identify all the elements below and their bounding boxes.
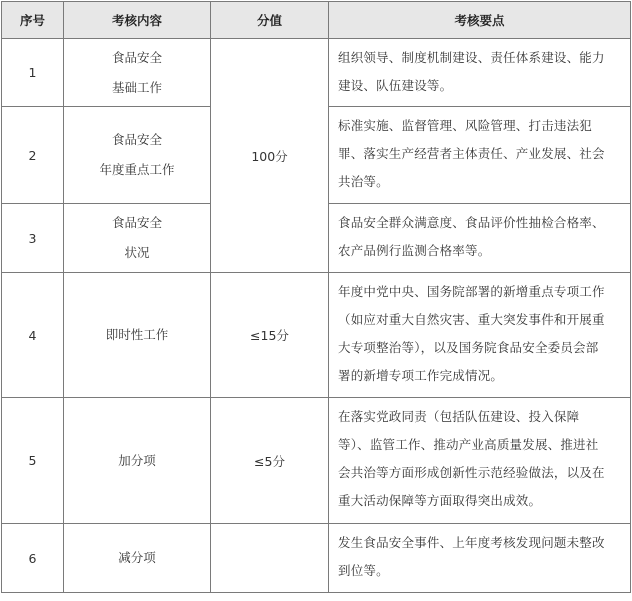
row-score: ≤15分: [211, 273, 329, 398]
row-points: [329, 204, 631, 273]
points-line: 等）、监管工作、推动产业高质量发展、推进社: [338, 437, 599, 452]
row-index: 3: [2, 204, 64, 273]
row-content: [64, 204, 211, 273]
table-row: [2, 39, 631, 107]
content-line: 基础工作: [111, 79, 162, 95]
row-points: [329, 107, 631, 204]
points-line: 标准实施、监督管理、风险管理、打击违法犯: [338, 118, 593, 133]
row-score-empty: [211, 524, 329, 593]
points-line: 食品安全群众满意度、食品评价性抽检合格率、: [338, 215, 605, 230]
table-header-row: [2, 2, 631, 39]
assessment-table: [1, 1, 631, 593]
points-line: 到位等。: [338, 563, 389, 578]
content-line: 食品安全: [111, 132, 162, 147]
row-score: ≤5分: [211, 398, 329, 524]
row-content: [64, 398, 211, 524]
points-line: 年度中党中央、国务院部署的新增重点专项工作: [338, 284, 605, 299]
row-content: [64, 39, 211, 107]
row-index: 5: [2, 398, 64, 524]
points-line: 在落实党政同责（包括队伍建设、投入保障: [338, 409, 580, 424]
row-content: [64, 107, 211, 204]
content-line: 食品安全: [111, 215, 162, 230]
points-line: 大专项整治等），以及国务院食品安全委员会部: [338, 340, 599, 355]
row-points: [329, 39, 631, 107]
points-line: 农产品例行监测合格率等。: [338, 243, 491, 258]
points-line: 共治等。: [338, 174, 389, 189]
row-index: 4: [2, 273, 64, 398]
points-line: 发生食品安全事件、上年度考核发现问题未整改: [338, 535, 605, 550]
content-line: 食品安全: [111, 49, 162, 65]
merged-score-cell: 100分: [211, 39, 329, 273]
content-line: 年度重点工作: [99, 162, 175, 177]
points-line: 罪、落实生产经营者主体责任、产业发展、社会: [338, 146, 605, 161]
table-row: [2, 398, 631, 524]
header-index: 序号: [2, 2, 64, 39]
content-line: 加分项: [118, 452, 156, 468]
table-row: [2, 524, 631, 593]
content-line: 即时性工作: [105, 327, 169, 342]
row-points: [329, 273, 631, 398]
row-index: 1: [2, 39, 64, 107]
row-points: [329, 524, 631, 593]
points-line: 组织领导、制度机制建设、责任体系建设、能力: [338, 50, 605, 65]
header-points: 考核要点: [329, 2, 631, 39]
header-score: 分值: [211, 2, 329, 39]
points-line: 重大活动保障等方面取得突出成效。: [338, 493, 542, 508]
table-row: [2, 273, 631, 398]
points-line: 署的新增专项工作完成情况。: [338, 368, 504, 383]
points-line: 会共治等方面形成创新性示范经验做法，以及在: [338, 465, 605, 480]
points-line: 建设、队伍建设等。: [338, 78, 453, 93]
content-line: 状况: [124, 245, 150, 260]
row-content: [64, 524, 211, 593]
row-content: [64, 273, 211, 398]
row-index: 6: [2, 524, 64, 593]
row-index: 2: [2, 107, 64, 204]
points-line: （如应对重大自然灾害、重大突发事件和开展重: [338, 312, 605, 327]
row-points: [329, 398, 631, 524]
header-content: 考核内容: [64, 2, 211, 39]
content-line: 减分项: [118, 550, 156, 565]
